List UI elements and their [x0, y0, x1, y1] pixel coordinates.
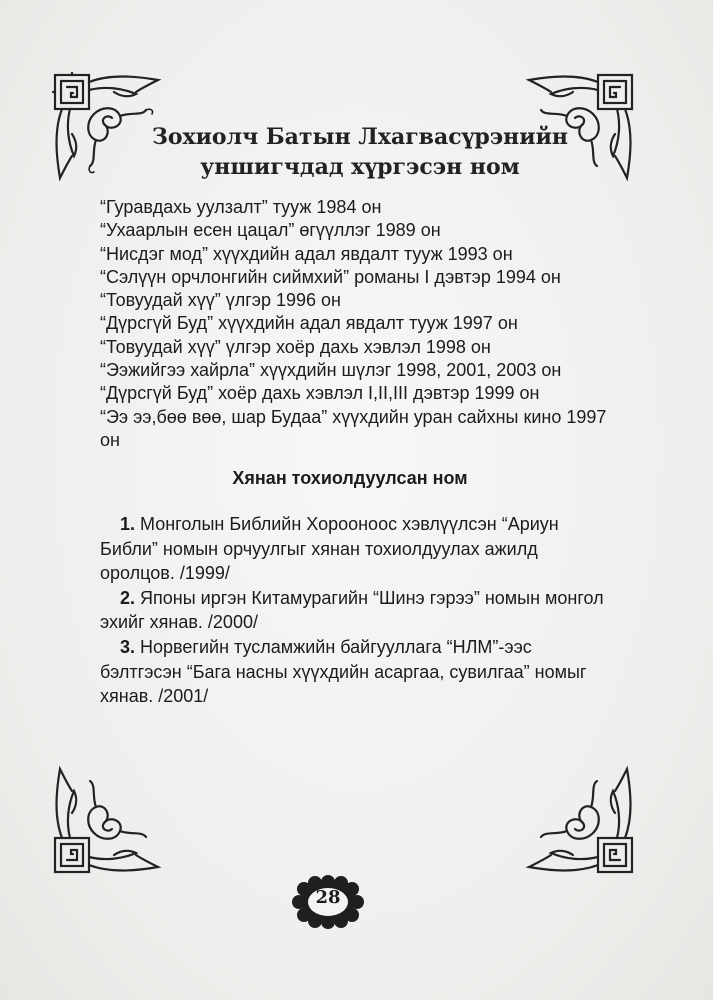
list-item: “Гуравдахь уулзалт” тууж 1984 он: [100, 197, 382, 217]
edits-list: [100, 512, 605, 709]
list-item: “Дүрсгүй Буд” хоёр дахь хэвлэл I,II,III дэвтэр 1999 он: [100, 383, 540, 404]
list-item: “Товуудай хүү” үлгэр хоёр дахь хэвлэл 1998 он: [100, 336, 491, 357]
list-item: “Нисдэг мод” хүүхдийн адал явдалт тууж 1993 он: [100, 243, 513, 264]
item-text: Норвегийн тусламжийн байгууллага “НЛМ”-ээс бэлтгэсэн “Бага насны хүүхдийн асаргаа, сувилгаа” номыг хянав. /2001/: [100, 636, 587, 707]
ornamental-corner-icon: [50, 762, 165, 877]
ornamental-corner-icon: [522, 762, 637, 877]
item-number: 2.: [120, 587, 136, 608]
list-item: “Сэлүүн орчлонгийн сиймхий” романы I дэвтэр 1994 он: [100, 266, 561, 287]
list-item: “Дүрсгүй Буд” хүүхдийн адал явдалт тууж 1997 он: [100, 313, 518, 334]
list-item: [100, 586, 605, 635]
list-item: “Ухаарлын есен цацал” өгүүллэг 1989 он: [100, 220, 441, 241]
list-item: “Ээ ээ,бөө вөө, шар Будаа” хүүхдийн уран сайхны кино 1997 он: [100, 406, 607, 450]
page-title: Зохиолч Батын Лхагвасүрэнийн уншигчдад хүргэсэн ном: [151, 124, 569, 180]
section-heading: Хянан тохиолдуулсан ном: [232, 468, 468, 488]
list-item: “Ээжийгээ хайрла” хүүхдийн шүлэг 1998, 2001, 2003 он: [100, 360, 562, 381]
page-number: 28: [315, 887, 341, 908]
item-text: Японы иргэн Китамурагийн “Шинэ гэрээ” номын монгол эхийг хянав. /2000/: [100, 587, 604, 633]
list-item: [100, 635, 605, 709]
item-number: 1.: [120, 514, 136, 534]
item-number: 3.: [120, 636, 136, 657]
list-item: [100, 512, 605, 586]
works-list: [100, 196, 620, 452]
list-item: “Товуудай хүү” үлгэр 1996 он: [100, 290, 341, 311]
item-text: Монголын Библийн Хорооноос хэвлүүлсэн “Ариун Библи” номын орчуулгыг хянан тохиолдуулах ажилд оролцов. /1999/: [100, 514, 559, 584]
